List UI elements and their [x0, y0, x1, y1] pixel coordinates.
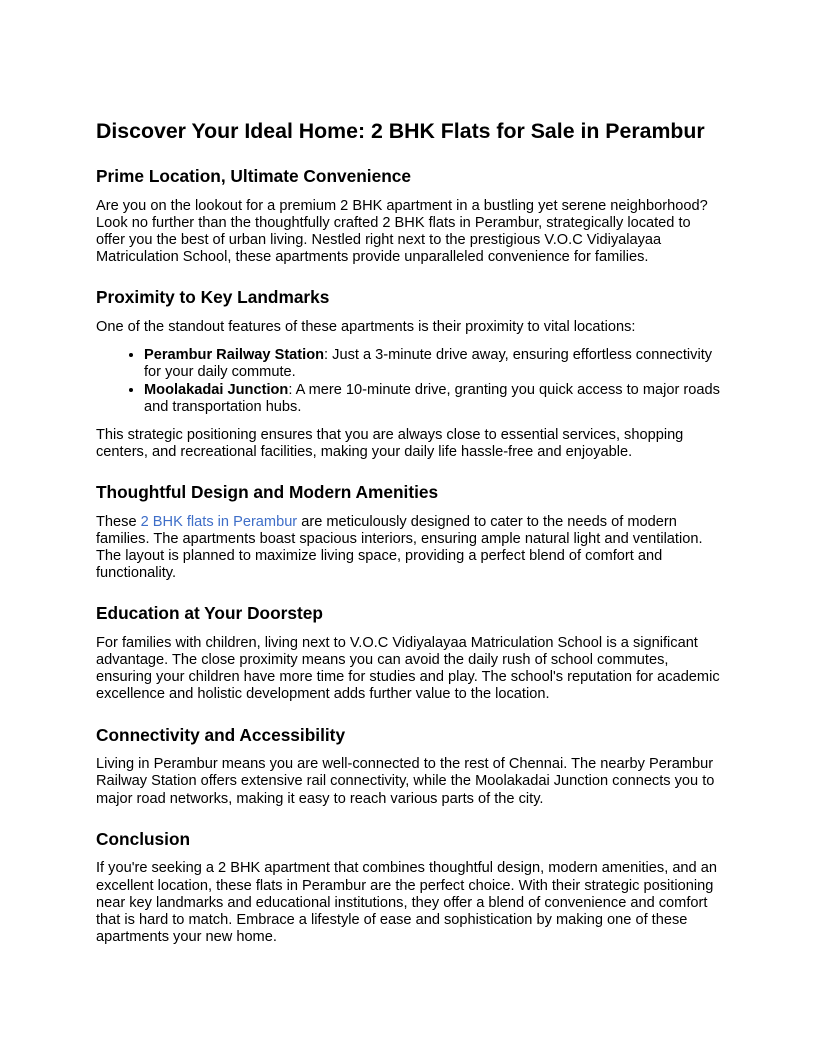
- paragraph-conclusion: If you're seeking a 2 BHK apartment that combines thoughtful design, modern amenities, and an excellent location, these flats in Perambur are the perfect choice. With their strategic positioning near key landmarks and educational institutions, they offer a blend of convenience and comfort that is hard to match. Embrace a lifestyle of ease and sophistication by making one of these apartments your new home.: [96, 860, 717, 945]
- landmark-desc: : A mere 10-minute drive, granting you quick access to major roads and transportation hubs.: [144, 381, 720, 416]
- flats-in-perambur-link[interactable]: 2 BHK flats in Perambur: [140, 514, 298, 531]
- heading-design: Thoughtful Design and Modern Amenities: [96, 482, 439, 503]
- landmark-desc: : Just a 3-minute drive away, ensuring effortless connectivity for your daily commute.: [144, 346, 713, 380]
- paragraph-proximity-outro: This strategic positioning ensures that you are always close to essential services, shopping centers, and recreational facilities, making your daily life hassle-free and enjoyable.: [96, 427, 684, 461]
- paragraph-proximity-intro: One of the standout features of these apartments is their proximity to vital locations:: [96, 318, 636, 335]
- list-item: [144, 382, 720, 416]
- heading-conclusion: Conclusion: [96, 828, 191, 849]
- design-text-before-link: These: [96, 514, 141, 531]
- landmark-list: [96, 347, 720, 416]
- list-item: [144, 347, 720, 381]
- paragraph-connectivity: Living in Perambur means you are well-connected to the rest of Chennai. The nearby Perambur Railway Station offers extensive rail connectivity, while the Moolakadai Junction connects you to major road networks, making it easy to reach various parts of the city.: [96, 756, 715, 807]
- heading-connectivity: Connectivity and Accessibility: [96, 724, 346, 745]
- landmark-term: Moolakadai Junction: [144, 381, 289, 398]
- heading-prime-location: Prime Location, Ultimate Convenience: [96, 165, 411, 186]
- landmark-term: Perambur Railway Station: [144, 346, 325, 363]
- design-text-after-link: are meticulously designed to cater to the needs of modern families. The apartments boast spacious interiors, ensuring ample natural light and ventilation. The layout is planned to maximize living space, providing a perfect blend of comfort and functionality.: [96, 514, 703, 582]
- paragraph-design: [96, 514, 720, 582]
- heading-education: Education at Your Doorstep: [96, 603, 323, 624]
- page-title: Discover Your Ideal Home: 2 BHK Flats for Sale in Perambur: [96, 119, 705, 143]
- heading-proximity: Proximity to Key Landmarks: [96, 286, 330, 307]
- paragraph-education: For families with children, living next to V.O.C Vidiyalayaa Matriculation School is a significant advantage. The close proximity means you can avoid the daily rush of school commutes, ensuring your children have more time for studies and play. The school's reputation for academic excellence and holistic development adds further value to the location.: [96, 635, 720, 703]
- paragraph-prime-location: Are you on the lookout for a premium 2 BHK apartment in a bustling yet serene neighborhood? Look no further than the thoughtfully crafted 2 BHK flats in Perambur, strategically located to offer you the best of urban living. Nestled right next to the prestigious V.O.C Vidiyalayaa Matriculation School, these apartments provide unparalleled convenience for families.: [96, 197, 708, 265]
